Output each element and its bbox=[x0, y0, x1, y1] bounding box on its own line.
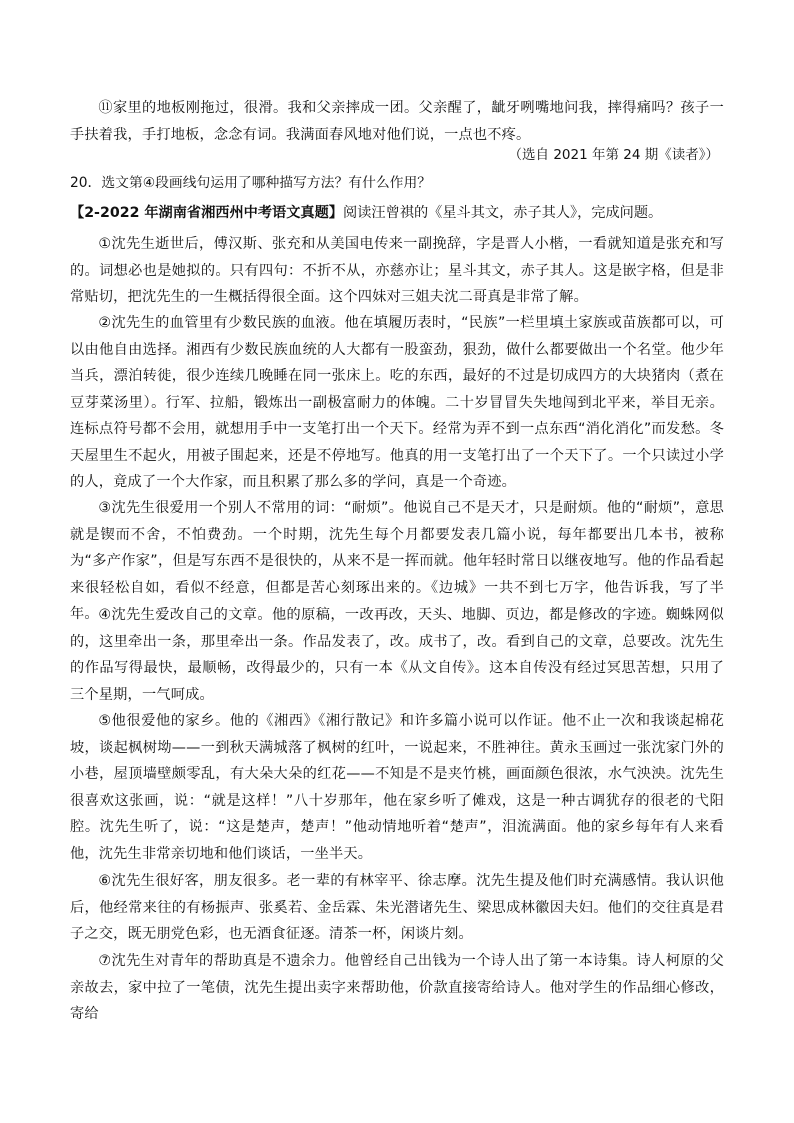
question-20: 20．选文第④段画线句运用了哪种描写方法？有什么作用？ bbox=[70, 175, 432, 191]
paragraph-5: ⑤他很爱他的家乡。他的《湘西》《湘行散记》和许多篇小说可以作证。他不止一次和我谈起棉花坡，谈起枫树坳——一到秋天满城落了枫树的红叶，一说起来，不胜神往。黄永玉画过一张沈家门外的小巷，屋顶墙壁颇零乱，有大朵大朵的红花——不知是不是夹竹桃，画面颜色很浓，水气泱泱。沈先生很喜欢这张画，说：“就是这样！”八十岁那年，他在家乡听了傩戏，这是一种古调犹存的很老的弋阳腔。沈先生听了，说：“这是楚声，楚声！”他动情地听着“楚声”，泪流满面。他的家乡每年有人来看他，沈先生非常亲切地和他们谈话，一坐半天。 bbox=[70, 713, 724, 862]
paragraph-4: ④沈先生爱改自己的文章。他的原稿，一改再改，天头、地脚、页边，都是修改的字迹。蜘蛛网似的，这里牵出一条，那里牵出一条。作品发表了，改。成书了，改。看到自己的文章，总要改。沈先生的作品写得最快，最顺畅，改得最少的，只有一本《从文自传》。这本自传没有经过冥思苦想，只用了三个星期，一气呵成。 bbox=[70, 607, 724, 703]
exam-source-tag: 【2-2022 年湖南省湘西州中考语文真题】 bbox=[70, 205, 343, 221]
paragraph-11: ⑪家里的地板刚拖过，很滑。我和父亲摔成一团。父亲醒了，龇牙咧嘴地问我，摔得痛吗？孩子一手扶着我，手打地板，念念有词。我满面春风地对他们说，一点也不疼。 bbox=[70, 100, 724, 143]
paragraph-6: ⑥沈先生很好客，朋友很多。老一辈的有林宰平、徐志摩。沈先生提及他们时充满感情。我认识他后，他经常来往的有杨振声、张奚若、金岳霖、朱光潜诸先生、梁思成林徽因夫妇。他们的交往真是君子之交，既无朋党色彩，也无酒食征逐。清茶一杯，闲谈片刻。 bbox=[70, 873, 724, 942]
paragraph-2: ②沈先生的血管里有少数民族的血液。他在填履历表时，“民族”一栏里填土家族或苗族都可以，可以由他自由选择。湘西有少数民族血统的人大都有一股蛮劲，狠劲，做什么都要做出一个名堂。他少年当兵，漂泊转徙，很少连续几晚睡在同一张床上。吃的东西，最好的不过是切成四方的大块猪肉（煮在豆芽菜汤里）。行军、拉船，锻炼出一副极富耐力的体魄。二十岁冒冒失失地闯到北平来，举目无亲。连标点符号都不会用，就想用手中一支笔打出一个天下。经常为弄不到一点东西“消化消化”而发愁。冬天屋里生不起火，用被子围起来，还是不停地写。他真的用一支笔打出了一个天下了。一个只读过小学的人，竟成了一个大作家，而且积累了那么多的学问，真是一个奇迹。 bbox=[70, 315, 724, 490]
source-citation: （选自 2021 年第 24 期《读者》） bbox=[508, 147, 719, 163]
paragraph-3: ③沈先生很爱用一个别人不常用的词：“耐烦”。他说自己不是天才，只是耐烦。他的“耐烦”，意思就是锲而不舍，不怕费劲。一个时期，沈先生每个月都要发表几篇小说，每年都要出几本书，被称为“多产作家”，但是写东西不是很快的，从来不是一挥而就。他年轻时常日以继夜地写。他的作品看起来很轻松自如，看似不经意，但都是苦心刻琢出来的。《边城》一共不到七万字，他告诉我，写了半年。 bbox=[70, 500, 724, 622]
reading-intro bbox=[70, 200, 730, 226]
intro-text: 阅读汪曾祺的《星斗其文，赤子其人》，完成问题。 bbox=[343, 205, 663, 221]
paragraph-7: ⑦沈先生对青年的帮助真是不遗余力。他曾经自己出钱为一个诗人出了第一本诗集。诗人柯原的父亲故去，家中拉了一笔债，沈先生提出卖字来帮助他，价款直接寄给诗人。他对学生的作品细心修改，寄给 bbox=[70, 953, 724, 1022]
paragraph-1: ①沈先生逝世后，傅汉斯、张充和从美国电传来一副挽辞，字是晋人小楷，一看就知道是张充和写的。词想必也是她拟的。只有四句：不折不从，亦慈亦让；星斗其文，赤子其人。这是嵌字格，但是非常贴切，把沈先生的一生概括得很全面。这个四妹对三姐夫沈二哥真是非常了解。 bbox=[70, 236, 724, 305]
